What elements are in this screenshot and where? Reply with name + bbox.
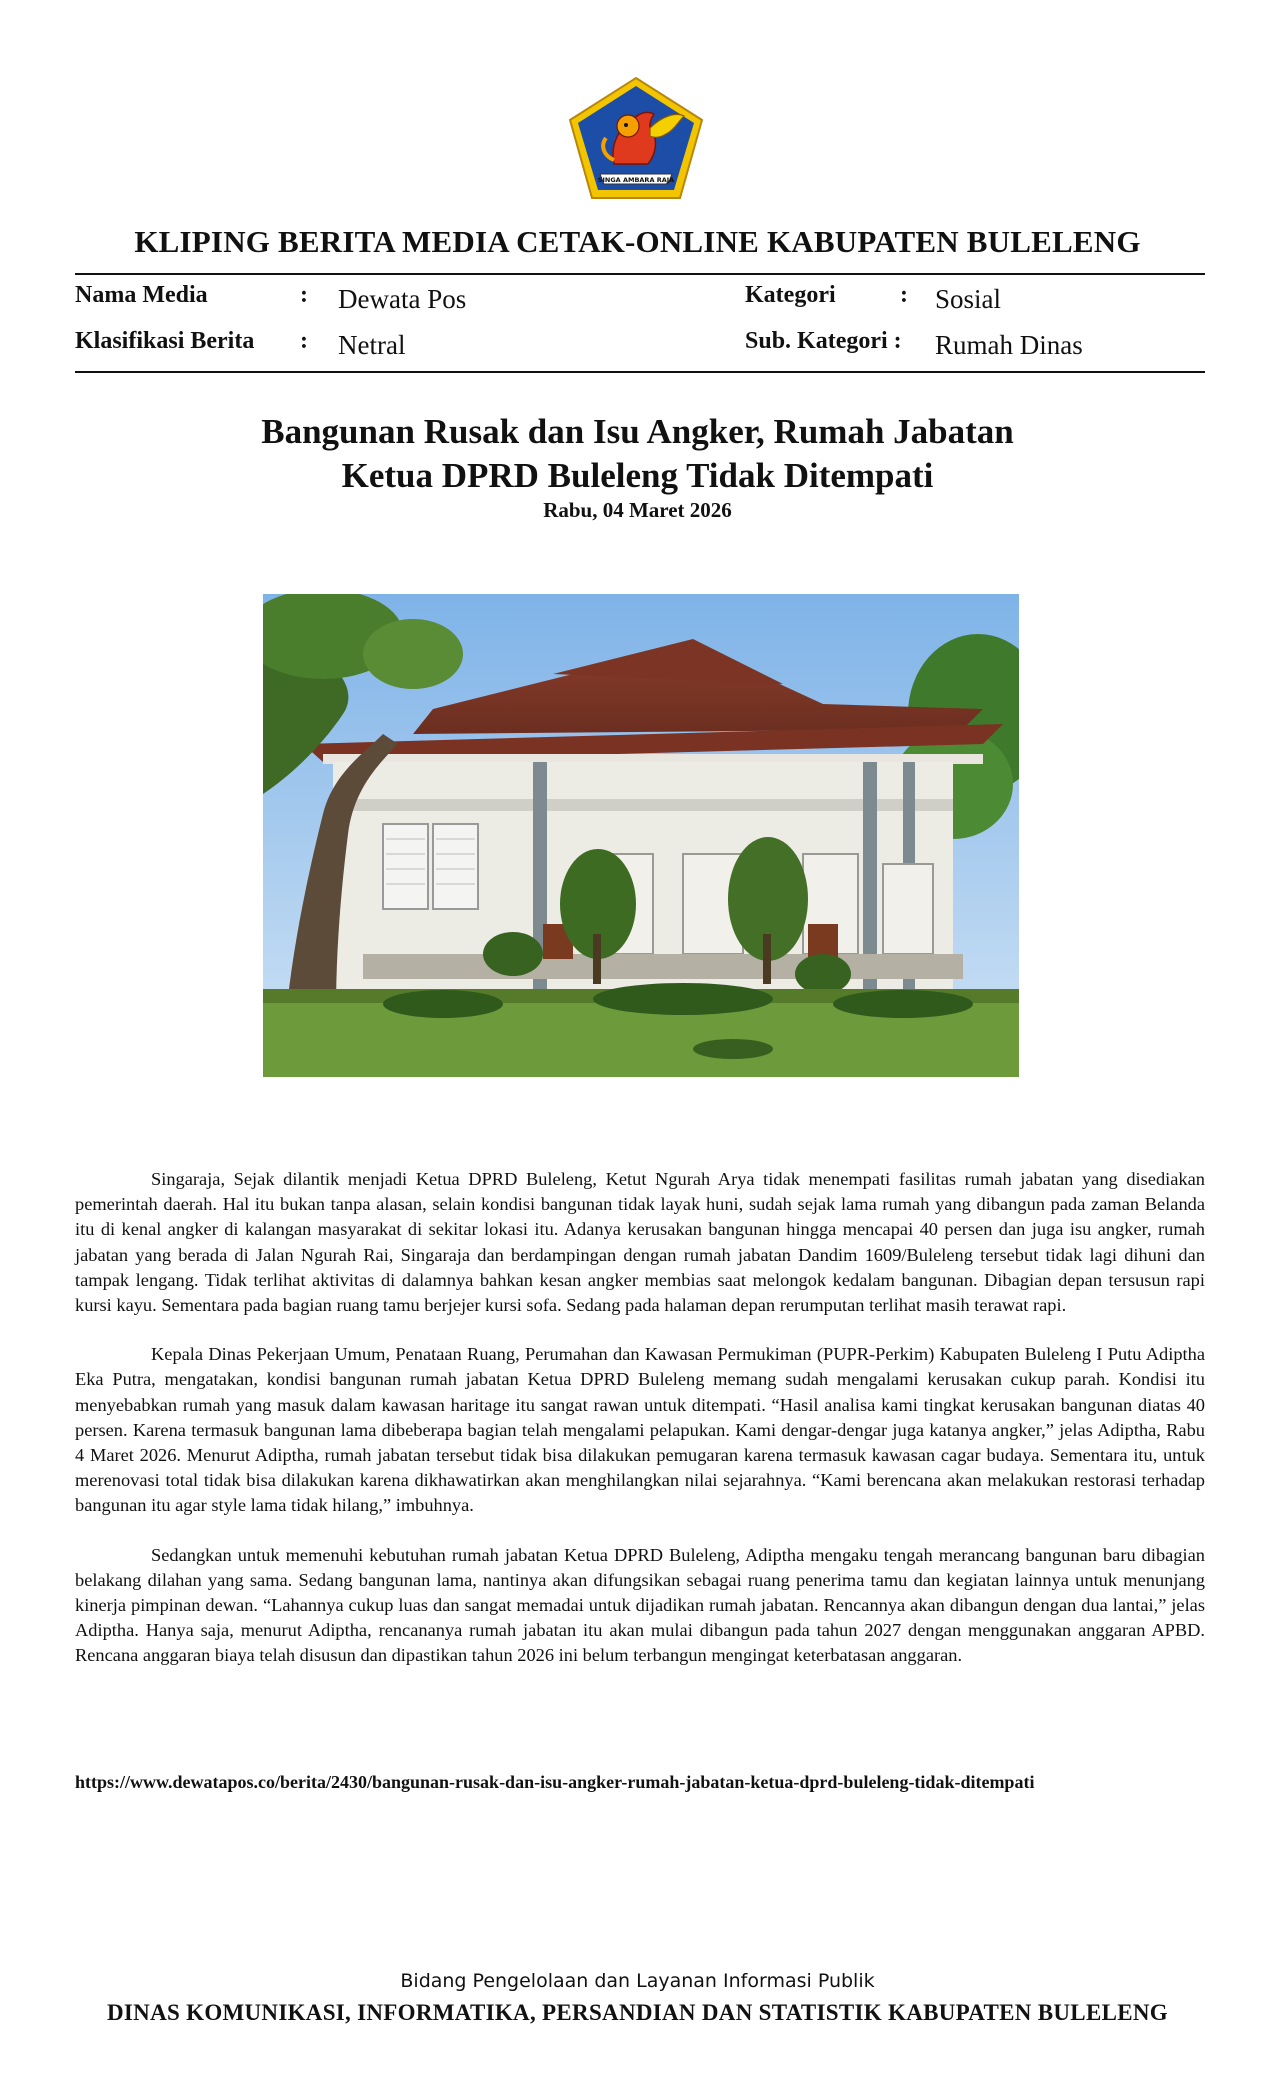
klasifikasi-label: Klasifikasi Berita — [75, 328, 255, 354]
article-date: Rabu, 04 Maret 2026 — [543, 498, 732, 522]
subkategori-value: Rumah Dinas — [935, 330, 1083, 360]
divider-top — [75, 273, 1205, 275]
article-paragraph: Kepala Dinas Pekerjaan Umum, Penataan Ruang, Perumahan dan Kawasan Permukiman (PUPR-Perkim) Kabupaten Buleleng I Putu Adiptha Eka Putra, mengatakan, kondisi bangunan rumah jabatan Ketua DPRD Buleleng memang sudah mengalami kerusakan cukup parah. Kondisi itu menyebabkan rumah yang masuk dalam kawasan haritage itu sangat rawan untuk ditempati. “Hasil analisa kami tingkat kerusakan bangunan diatas 40 persen. Karena termasuk bangunan lama dibeberapa bagian telah mengalami pelapukan. Kami dengar-dengar juga katanya angker,” jelas Adiptha, Rabu 4 Maret 2026. Menurut Adiptha, rumah jabatan tersebut tidak bisa dilakukan pemugaran karena termasuk kawasan cagar budaya. Sementara itu, untuk merenovasi total tidak bisa dilakukan karena dikhawatirkan akan menghilangkan nilai sejarahnya. “Kami berencana akan melakukan restorasi terhadap bangunan itu agar style lama tidak hilang,” imbuhnya. — [75, 1344, 1205, 1516]
header-title: KLIPING BERITA MEDIA CETAK-ONLINE KABUPATEN BULELENG — [134, 224, 1141, 259]
subkategori-label: Sub. Kategori : — [745, 328, 902, 354]
buleleng-logo — [566, 76, 706, 201]
klasifikasi-colon: : — [300, 328, 308, 354]
article-photo — [263, 594, 1019, 1077]
article-headline — [0, 410, 1275, 498]
headline-line-1: Bangunan Rusak dan Isu Angker, Rumah Jabatan — [261, 412, 1014, 451]
kategori-value: Sosial — [935, 284, 1002, 314]
colonial-house-photo-icon — [263, 594, 1019, 1077]
logo-motto: SINGA AMBARA RAJA — [597, 176, 675, 184]
kategori-label: Kategori — [745, 282, 836, 308]
klasifikasi-value: Netral — [338, 330, 406, 360]
article-paragraph: Sedangkan untuk memenuhi kebutuhan rumah jabatan Ketua DPRD Buleleng, Adiptha mengaku tengah merancang bangunan baru dibagian belakang dilahan yang sama. Sedang bangunan lama, nantinya akan difungsikan sebagai ruang penerima tamu dan kegiatan lainnya untuk menunjang kinerja pimpinan dewan. “Lahannya cukup luas dan sangat memadai untuk dijadikan rumah jabatan. Rencannya akan dibangun dengan dua lantai,” jelas Adiptha. Hanya saja, menurut Adiptha, rencananya rumah jabatan itu akan mulai dibangun pada tahun 2027 dengan menggunakan anggaran APBD. Rencana anggaran biaya telah disusun dan dipastikan tahun 2026 ini belum terbangun mengingat keterbatasan anggaran. — [75, 1544, 1205, 1666]
singa-ambara-raja-emblem-icon — [566, 76, 706, 201]
article-paragraph: Singaraja, Sejak dilantik menjadi Ketua DPRD Buleleng, Ketut Ngurah Arya tidak menempati fasilitas rumah jabatan yang disediakan pemerintah daerah. Hal itu bukan tanpa alasan, selain kondisi bangunan tidak layak huni, sudah sejak lama rumah yang dibangun pada zaman Belanda itu di kenal angker di kalangan masyarakat di sekitar lokasi itu. Adanya kerusakan bangunan hingga mencapai 40 persen dan juga isu angker, rumah jabatan yang berada di Jalan Ngurah Rai, Singaraja dan berdampingan dengan rumah jabatan Dandim 1609/Buleleng tersebut tidak lagi dihuni dan tampak lengang. Tidak terlihat aktivitas di dalamnya bahkan kesan angker membias saat melongok kedalam bangunan. Dibagian depan tersusun rapi kursi kayu. Sementara pada bagian ruang tamu berjejer kursi sofa. Sedang pada halaman depan rerumputan terlihat masih terawat rapi. — [75, 1169, 1205, 1316]
footer-division: Bidang Pengelolaan dan Layanan Informasi Publik — [400, 1970, 875, 1992]
footer-agency: DINAS KOMUNIKASI, INFORMATIKA, PERSANDIAN DAN STATISTIK KABUPATEN BULELENG — [107, 2000, 1168, 2025]
media-value: Dewata Pos — [338, 284, 467, 314]
article-body — [75, 1167, 1205, 1693]
divider-bottom — [75, 371, 1205, 373]
source-link[interactable]: https://www.dewatapos.co/berita/2430/bangunan-rusak-dan-isu-angker-rumah-jabatan-ketua-dprd-buleleng-tidak-ditempati — [75, 1772, 1035, 1792]
headline-line-2: Ketua DPRD Buleleng Tidak Ditempati — [341, 456, 934, 495]
kategori-colon: : — [900, 282, 908, 308]
media-colon: : — [300, 282, 308, 308]
media-label: Nama Media — [75, 282, 208, 308]
